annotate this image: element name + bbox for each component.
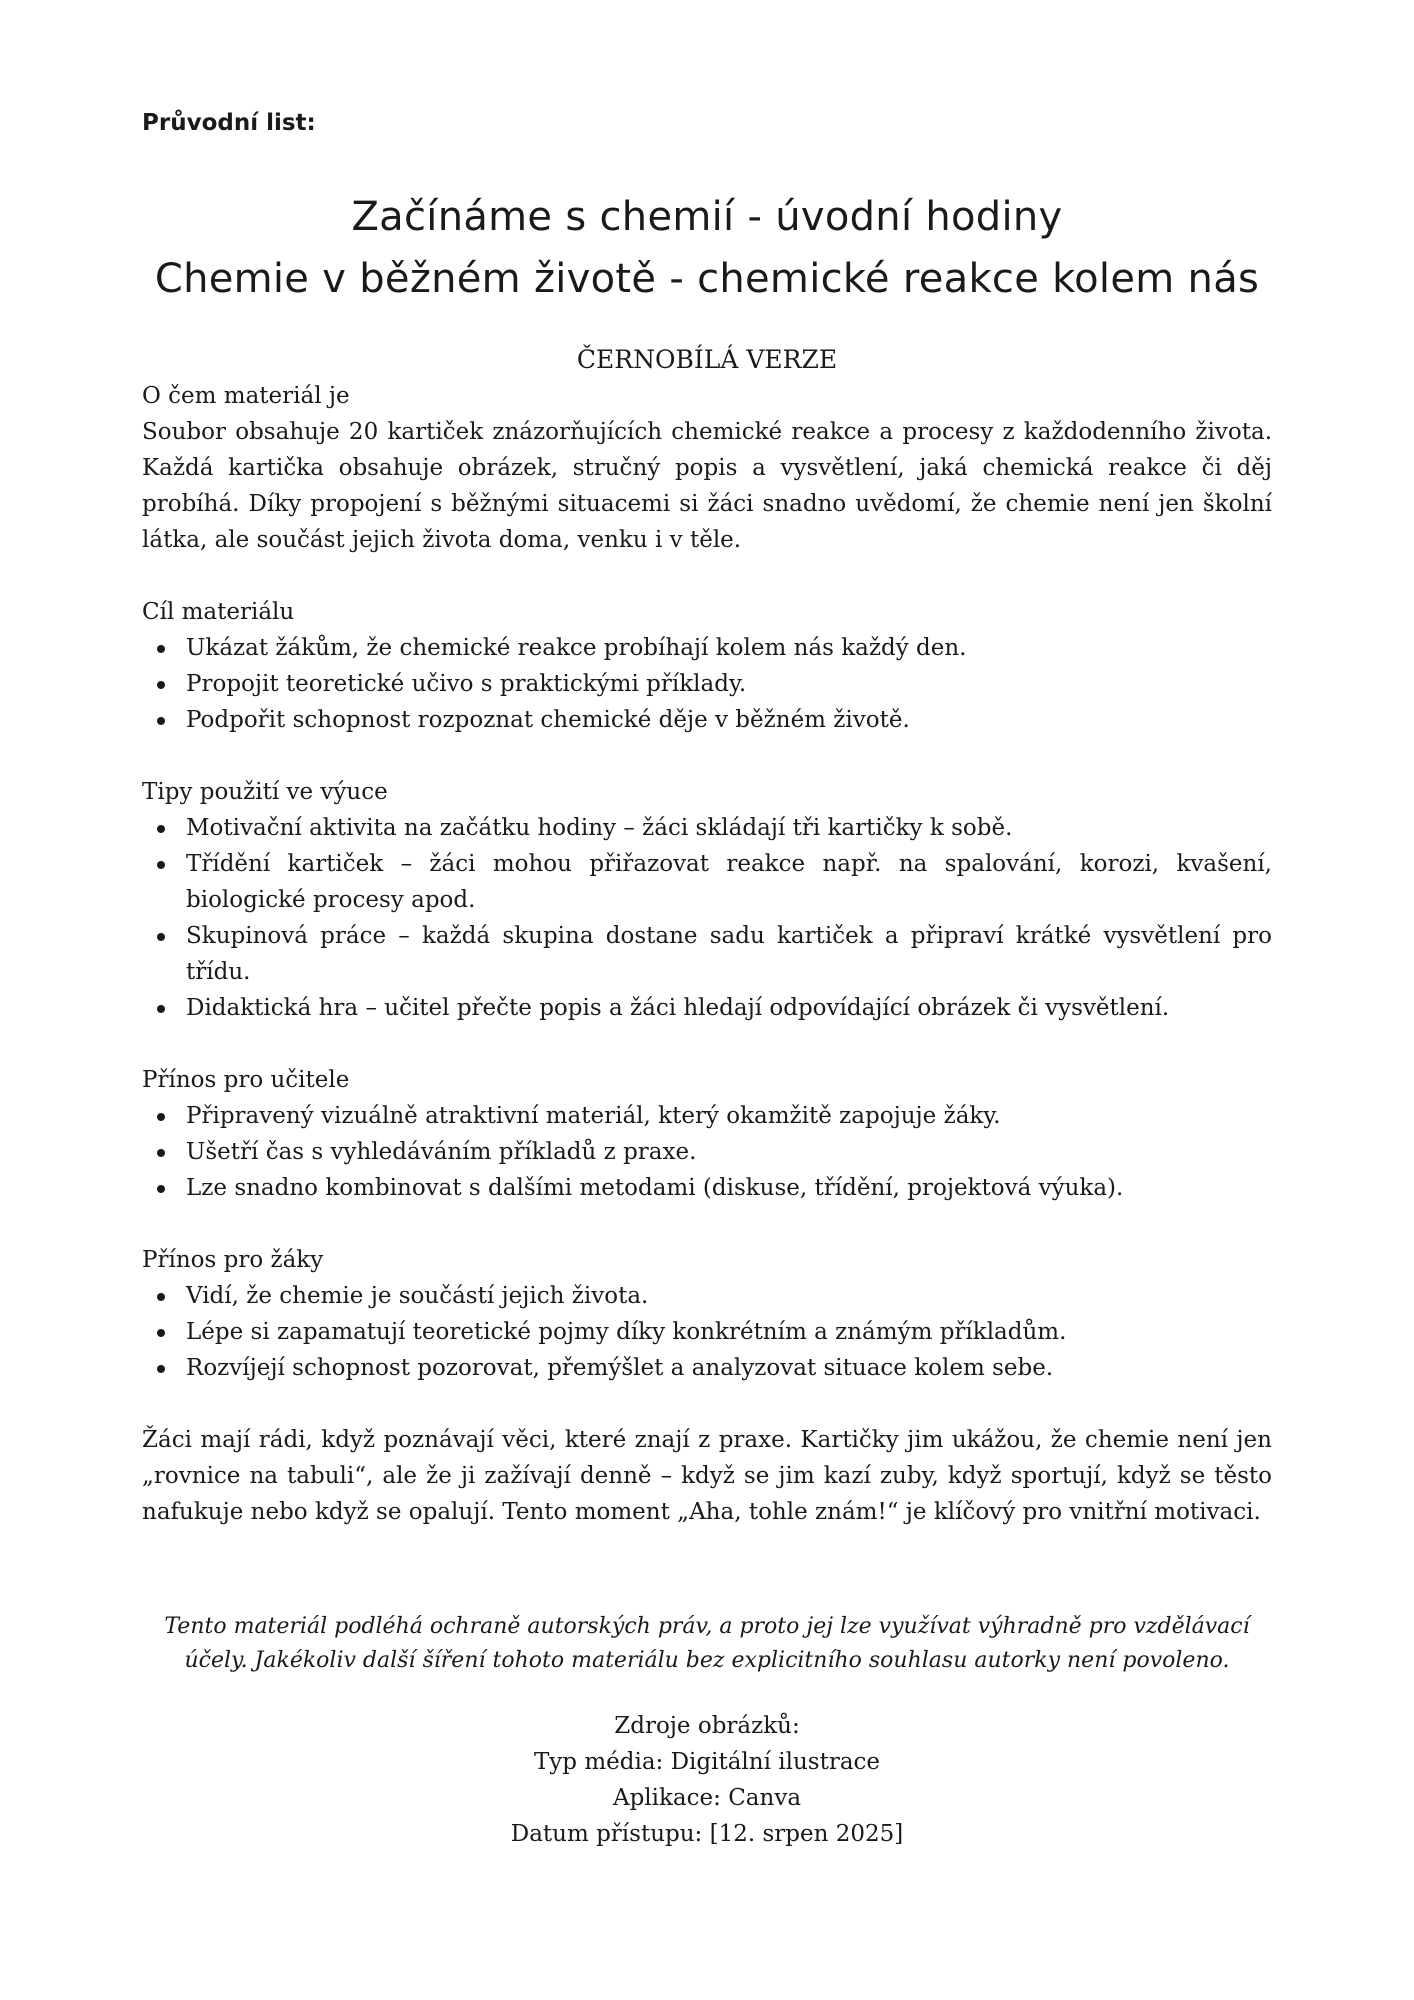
copyright-line-2: účely. Jakékoliv další šíření tohoto materiálu bez explicitního souhlasu autorky není povoleno.: [184, 1648, 1230, 1673]
student-benefits-section: [142, 1242, 1272, 1386]
list-item: Didaktická hra – učitel přečte popis a žáci hledají odpovídající obrázek či vysvětlení.: [142, 990, 1272, 1026]
list-item: Lépe si zapamatují teoretické pojmy díky konkrétním a známým příkladům.: [142, 1314, 1272, 1350]
document-body: [142, 378, 1272, 1530]
student-benefits-heading: Přínos pro žáky: [142, 1247, 324, 1273]
sources-heading: Zdroje obrázků:: [614, 1713, 800, 1739]
list-item: Ušetří čas s vyhledáváním příkladů z praxe.: [142, 1134, 1272, 1170]
list-item: Podpořit schopnost rozpoznat chemické děje v běžném životě.: [142, 702, 1272, 738]
tips-section: [142, 774, 1272, 1026]
motivation-paragraph: Žáci mají rádi, když poznávají věci, které znají z praxe. Kartičky jim ukážou, že chemie není jen „rovnice na tabuli“, ale že ji zažívají denně – když se jim kazí zuby, když sportují, když se těsto nafukuje nebo když se opalují. Tento moment „Aha, tohle znám!“ je klíčový pro vnitřní motivaci.: [142, 1427, 1272, 1525]
about-section: [142, 378, 1272, 558]
sources-media-type: Typ média: Digitální ilustrace: [533, 1749, 881, 1775]
list-item: Vidí, že chemie je součástí jejich života.: [142, 1278, 1272, 1314]
sources-access-date: Datum přístupu: [12. srpen 2025]: [510, 1821, 904, 1847]
image-sources: [142, 1708, 1272, 1852]
document-title: [142, 186, 1272, 310]
teacher-benefits-heading: Přínos pro učitele: [142, 1067, 350, 1093]
list-item: Motivační aktivita na začátku hodiny – žáci skládají tři kartičky k sobě.: [142, 810, 1272, 846]
list-item: Propojit teoretické učivo s praktickými příklady.: [142, 666, 1272, 702]
student-benefits-list: [142, 1278, 1272, 1386]
goal-list: [142, 630, 1272, 738]
about-heading: O čem materiál je: [142, 383, 350, 409]
tips-heading: Tipy použití ve výuce: [142, 779, 388, 805]
tips-list: [142, 810, 1272, 1026]
document-label: Průvodní list:: [142, 110, 316, 136]
list-item: Lze snadno kombinovat s dalšími metodami (diskuse, třídění, projektová výuka).: [142, 1170, 1272, 1206]
list-item: Třídění kartiček – žáci mohou přiřazovat reakce např. na spalování, korozi, kvašení, biologické procesy apod.: [142, 846, 1272, 918]
list-item: Skupinová práce – každá skupina dostane sadu kartiček a připraví krátké vysvětlení pro třídu.: [142, 918, 1272, 990]
teacher-benefits-section: [142, 1062, 1272, 1206]
title-line-2: Chemie v běžném životě - chemické reakce kolem nás: [154, 256, 1260, 302]
goal-section: [142, 594, 1272, 738]
copyright-notice: [142, 1610, 1272, 1678]
list-item: Připravený vizuálně atraktivní materiál, který okamžitě zapojuje žáky.: [142, 1098, 1272, 1134]
sources-app: Aplikace: Canva: [612, 1785, 802, 1811]
teacher-benefits-list: [142, 1098, 1272, 1206]
copyright-line-1: Tento materiál podléhá ochraně autorských práv, a proto jej lze využívat výhradně pro vzdělávací: [164, 1614, 1250, 1639]
title-line-1: Začínáme s chemií - úvodní hodiny: [351, 194, 1063, 240]
about-text: Soubor obsahuje 20 kartiček znázorňujících chemické reakce a procesy z každodenního života. Každá kartička obsahuje obrázek, stručný popis a vysvětlení, jaká chemická reakce či děj probíhá. Díky propojení s běžnými situacemi si žáci snadno uvědomí, že chemie není jen školní látka, ale součást jejich života doma, venku i v těle.: [142, 419, 1272, 553]
goal-heading: Cíl materiálu: [142, 599, 295, 625]
list-item: Rozvíjejí schopnost pozorovat, přemýšlet a analyzovat situace kolem sebe.: [142, 1350, 1272, 1386]
list-item: Ukázat žákům, že chemické reakce probíhají kolem nás každý den.: [142, 630, 1272, 666]
version-label: ČERNOBÍLÁ VERZE: [576, 345, 838, 374]
